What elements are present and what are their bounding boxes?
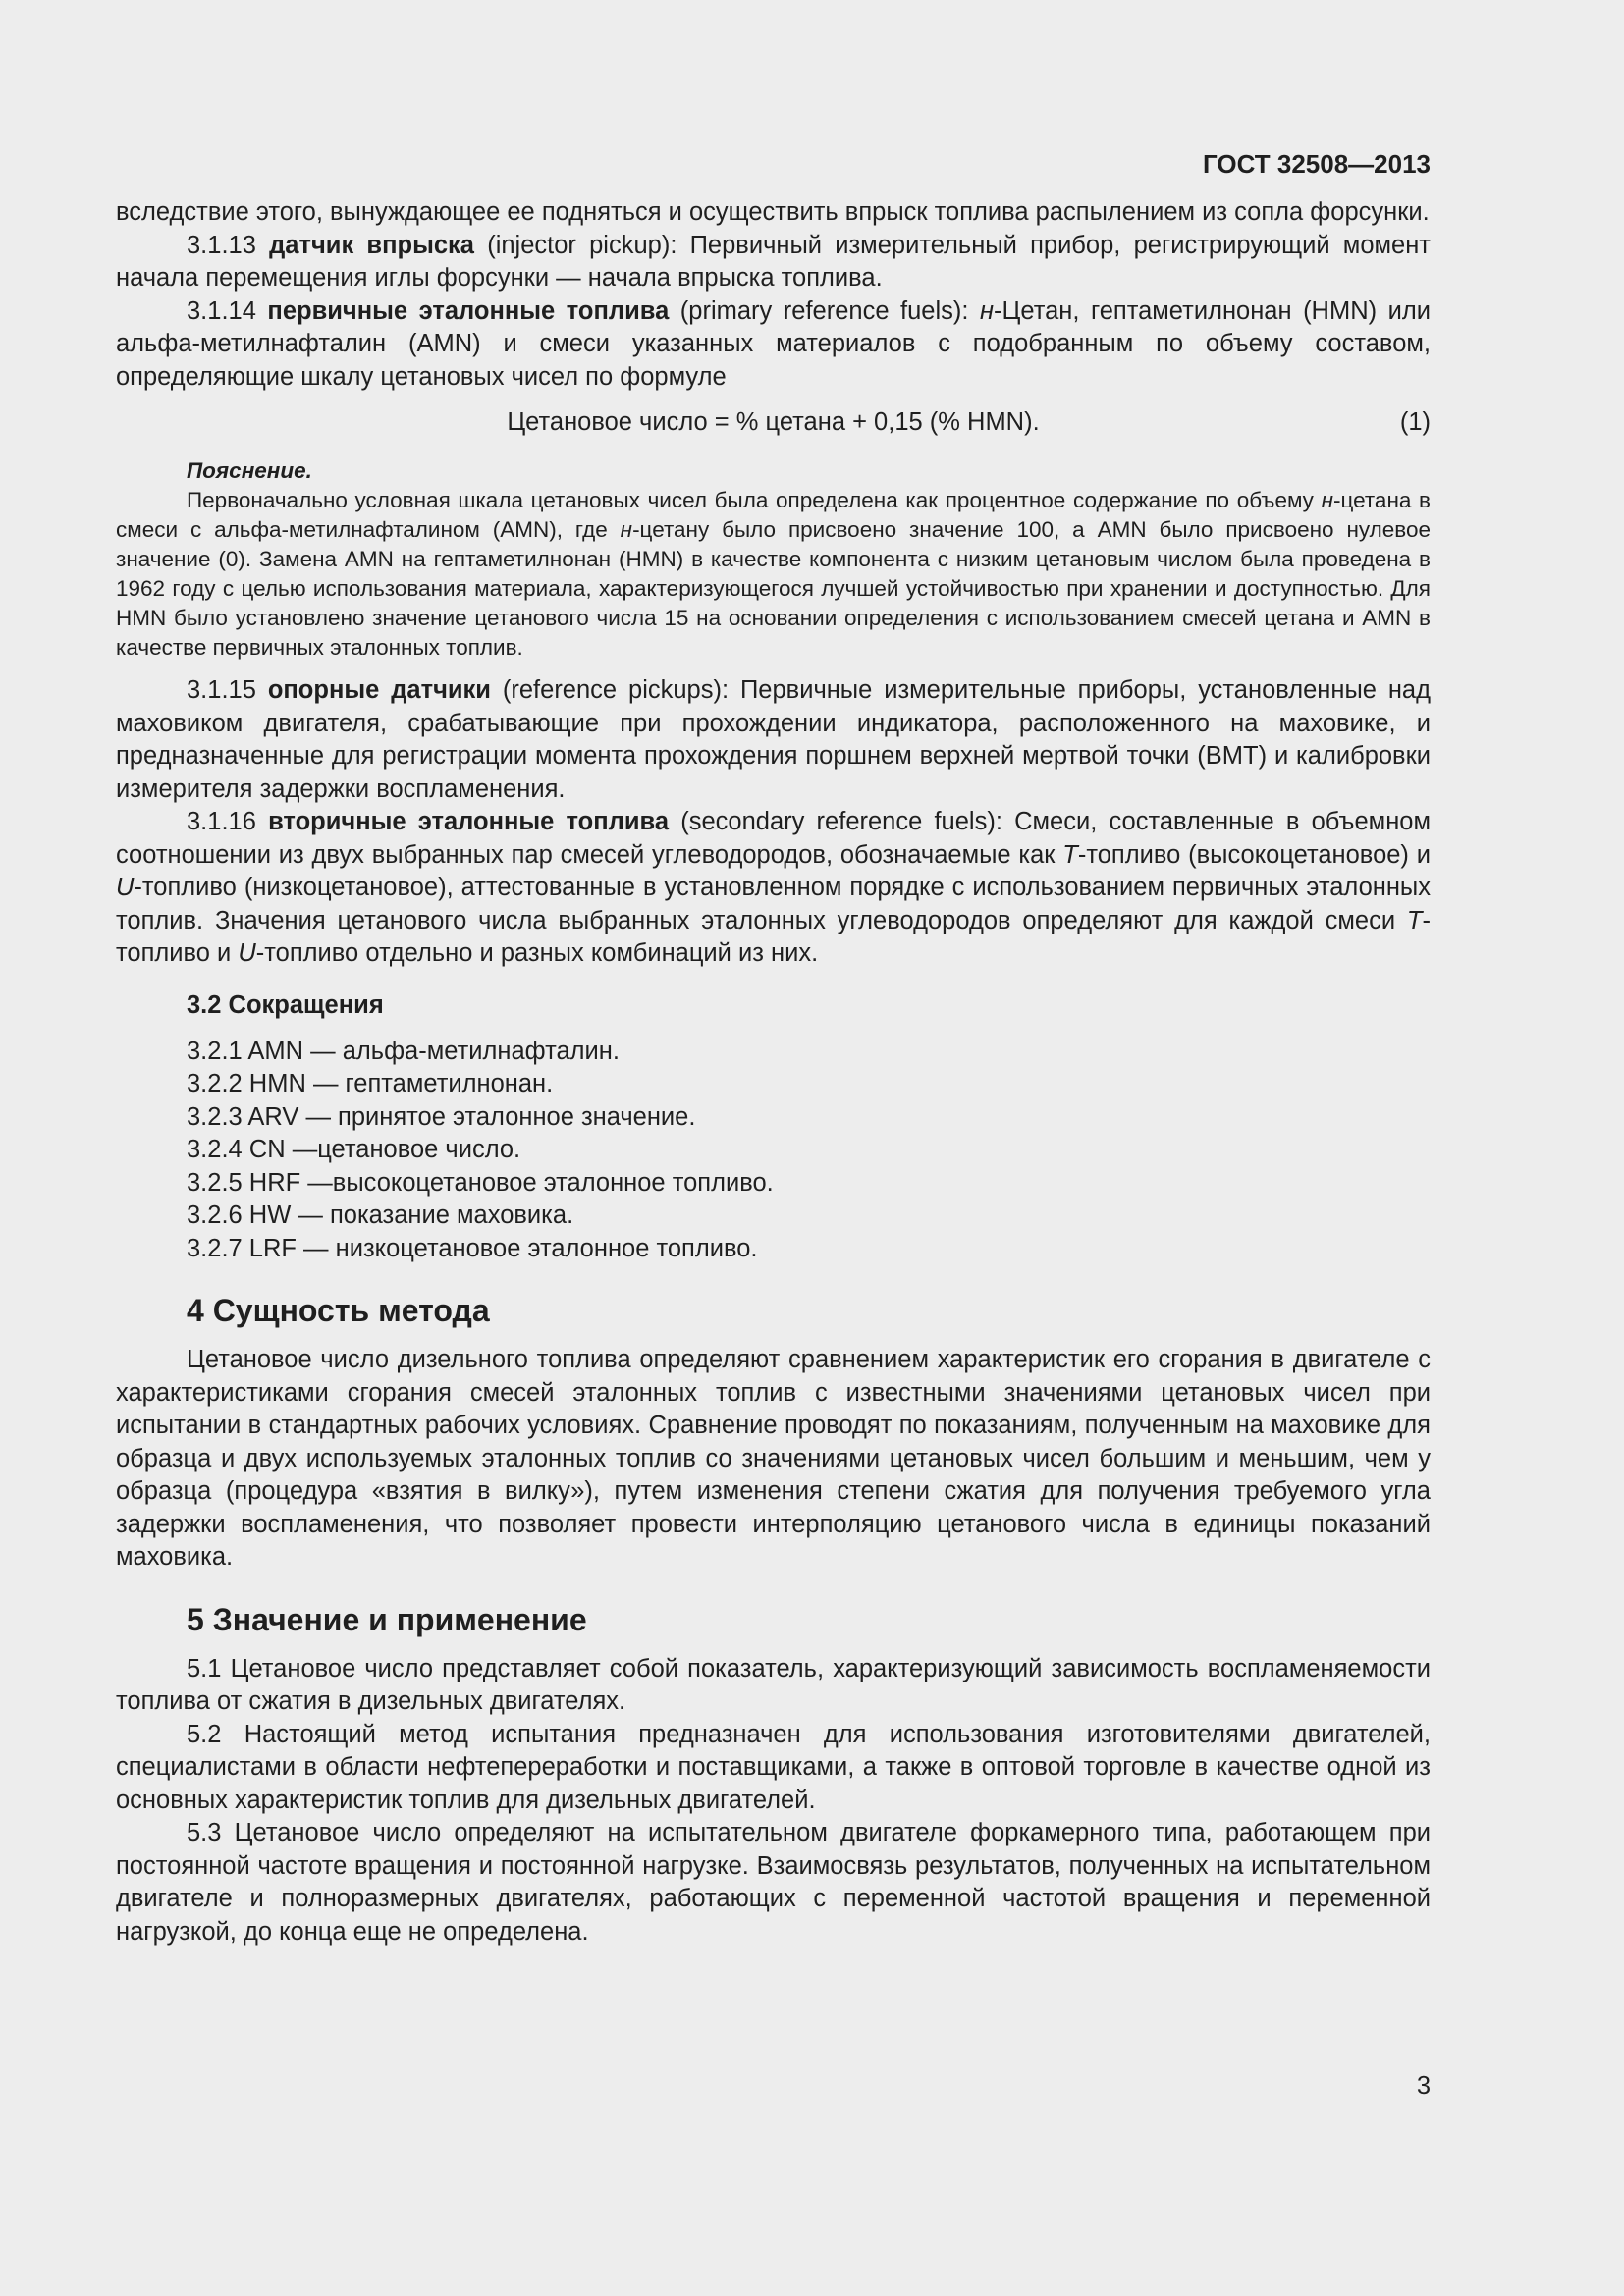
- abbreviation-list: [116, 1036, 1431, 1266]
- italic-letter: T: [1062, 840, 1078, 869]
- list-item: 3.2.2 HMN — гептаметилнонан.: [187, 1070, 554, 1097]
- italic-letter: T: [1406, 906, 1423, 934]
- subsection-title-abbreviations: 3.2 Сокращения: [187, 990, 384, 1019]
- definition-3-1-15: [116, 674, 1431, 806]
- note-title: Пояснение.: [187, 458, 312, 483]
- list-item: 3.2.3 ARV — принятое эталонное значение.: [187, 1102, 696, 1131]
- definition-number: 3.1.15: [187, 676, 268, 704]
- list-item: 3.2.7 LRF — низкоцетановое эталонное топливо.: [187, 1234, 758, 1262]
- definition-3-1-16: [116, 806, 1431, 971]
- list-item: 3.2.1 AMN — альфа-метилнафталин.: [187, 1037, 620, 1065]
- formula-number: (1): [1399, 408, 1431, 436]
- definition-text: : Первичные измерительные приборы, установленные над маховиком двигателя, срабатывающие при прохождении индикатора, расположенного на маховике, и предназначенные для регистрации момента прохождения поршнем верхней мертвой точки (ВМТ) и калибровки измерителя задержки воспламенения.: [116, 676, 1431, 803]
- definition-3-1-13: [116, 230, 1431, 295]
- definition-number: 3.1.16: [187, 808, 269, 835]
- definition-3-1-14: [116, 295, 1431, 395]
- definition-text: -топливо (высокоцетановое) и: [1077, 840, 1431, 869]
- italic-prefix: н: [1321, 488, 1333, 512]
- definition-term: вторичные эталонные топлива: [268, 808, 670, 835]
- italic-prefix: н: [979, 296, 995, 325]
- definition-text: -топливо и: [116, 906, 1431, 967]
- note-segment: -цетану было присвоено значение 100, а AMN было присвоено нулевое значение (0). Замена AMN на гептаметилнонан (HMN) в качестве компонента с низким цетановым числом была проведена в 1962 году с целью использования материала, характеризующегося лучшей устойчивостью при хранении и доступностью. Для HMN было установлено значение цетанового числа 15 на основании определения с использованием смесей цетана и AMN в качестве первичных эталонных топлив.: [116, 517, 1431, 660]
- note-segment: -цетана в смеси с альфа-метилнафталином (AMN), где: [116, 488, 1431, 542]
- definition-english-term: (secondary reference fuels): [669, 808, 996, 835]
- definition-number: 3.1.13: [187, 231, 270, 259]
- formula-1: [116, 405, 1431, 439]
- definition-text: : Первичный измерительный прибор, регистрирующий момент начала перемещения иглы форсунки — начала впрыска топлива.: [116, 231, 1431, 292]
- definition-english-term: (primary reference fuels):: [669, 296, 980, 325]
- italic-prefix: н: [620, 517, 633, 542]
- definition-text: -топливо (низкоцетановое), аттестованные в установленном порядке с использованием первичных эталонных топлив. Значения цетанового числа выбранных эталонных углеводородов определяют для каждой смеси: [116, 874, 1431, 934]
- note-text: [116, 486, 1431, 663]
- definition-text: -топливо отдельно и разных комбинаций из них.: [255, 939, 819, 967]
- italic-letter: U: [116, 874, 135, 901]
- page-number: 3: [1416, 2072, 1431, 2100]
- definition-text: : Смеси, составленные в объемном соотношении из двух выбранных пар смесей углеводородов, обозначаемые как: [116, 808, 1431, 869]
- italic-letter: U: [238, 939, 256, 967]
- definition-english-term: (reference pickups): [490, 676, 722, 704]
- section-title-5: 5 Значение и применение: [187, 1601, 587, 1637]
- document-standard-id: ГОСТ 32508—2013: [1203, 149, 1431, 179]
- list-item: 3.2.6 HW — показание маховика.: [187, 1201, 574, 1229]
- list-item: 3.2.4 CN —цетановое число.: [187, 1136, 521, 1163]
- note-segment: Первоначально условная шкала цетановых чисел была определена как процентное содержание по объему: [187, 488, 1322, 512]
- paragraph-5-1: 5.1 Цетановое число представляет собой показатель, характеризующий зависимость воспламеняемости топлива от сжатия в дизельных двигателях.: [116, 1654, 1431, 1715]
- definition-term: опорные датчики: [267, 676, 491, 704]
- paragraph-5-3: 5.3 Цетановое число определяют на испытательном двигателе форкамерного типа, работающем при постоянной частоте вращения и постоянной нагрузке. Взаимосвязь результатов, полученных на испытательном двигателе и полноразмерных двигателях, работающих с переменной частотой вращения и переменной нагрузкой, до конца еще не определена.: [116, 1819, 1431, 1946]
- section-4-text: Цетановое число дизельного топлива определяют сравнением характеристик его сгорания в двигателе с характеристиками сгорания смесей эталонных топлив с известными значениями цетановых чисел при испытании в стандартных рабочих условиях. Сравнение проводят по показаниям, полученным на маховике для образца и двух используемых эталонных топлив со значениями цетановых чисел большим и меньшим, чем у образца (процедура «взятия в вилку»), путем изменения степени сжатия для получения требуемого угла задержки воспламенения, что позволяет провести интерполяцию цетанового числа в единицы показаний маховика.: [116, 1346, 1431, 1571]
- paragraph-5-2: 5.2 Настоящий метод испытания предназначен для использования изготовителями двигателей, специалистами в области нефтепереработки и поставщиками, а также в оптовой торговле в качестве одной из основных характеристик топлив для дизельных двигателей.: [116, 1720, 1431, 1814]
- intro-continuation: вследствие этого, вынуждающее ее подняться и осуществить впрыск топлива распылением из сопла форсунки.: [116, 198, 1430, 226]
- list-item: 3.2.5 HRF —высокоцетановое эталонное топливо.: [187, 1168, 774, 1197]
- definition-text: -Цетан, гептаметилнонан (HMN) или альфа-метилнафталин (AMN) и смеси указанных материалов с подобранным по объему составом, определяющие шкалу цетановых чисел по формуле: [116, 296, 1432, 391]
- formula-text: Цетановое число = % цетана + 0,15 (% HMN).: [507, 408, 1040, 436]
- definition-term: датчик впрыска: [269, 231, 474, 259]
- definition-english-term: (injector pickup): [473, 231, 671, 259]
- definition-term: первичные эталонные топлива: [267, 296, 670, 325]
- section-title-4: 4 Сущность метода: [187, 1293, 490, 1328]
- definition-number: 3.1.14: [187, 296, 268, 325]
